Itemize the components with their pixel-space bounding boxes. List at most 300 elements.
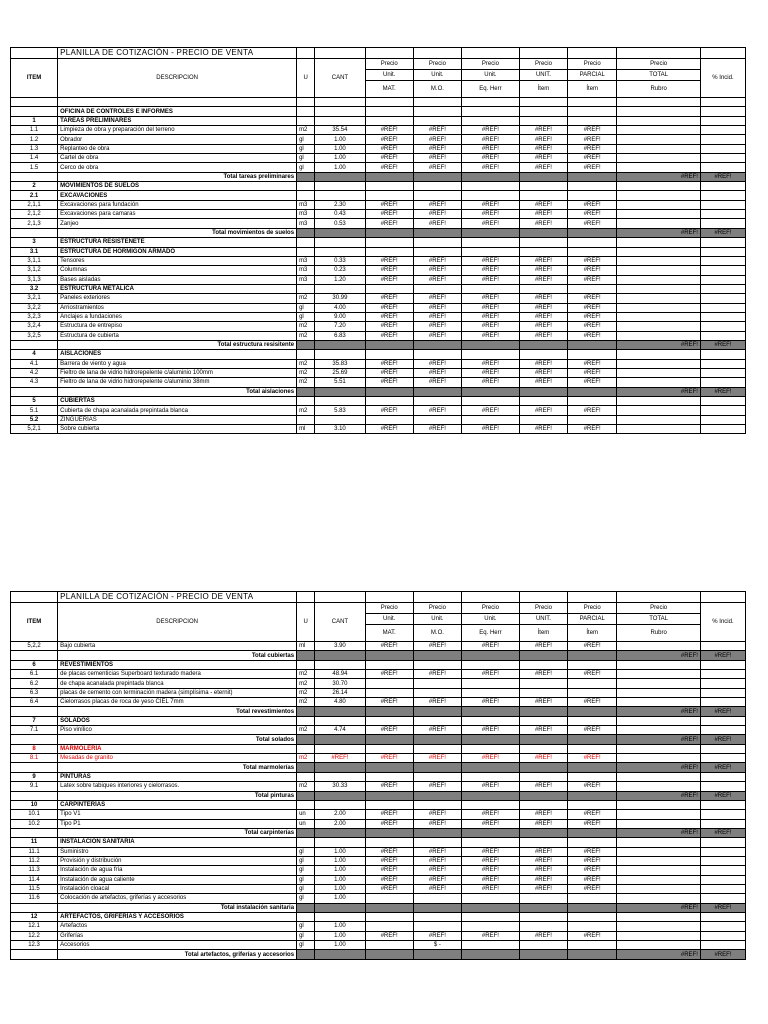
price-value: #REF! bbox=[462, 154, 520, 163]
price-value: #REF! bbox=[365, 256, 413, 265]
item-number: 4.1 bbox=[11, 359, 58, 368]
section-title: REVESTIMIENTOS bbox=[58, 660, 297, 669]
empty-cell bbox=[413, 98, 461, 107]
empty-cell bbox=[617, 875, 701, 884]
item-number: 3,2,3 bbox=[11, 312, 58, 321]
table-row bbox=[11, 670, 746, 679]
total-fill bbox=[365, 791, 413, 800]
item-number: 8.1 bbox=[11, 754, 58, 763]
total-fill bbox=[568, 828, 617, 837]
price-value: #REF! bbox=[462, 875, 520, 884]
item-description: Accesorios bbox=[58, 941, 297, 950]
empty-cell bbox=[700, 284, 745, 293]
section-total-value: #REF! bbox=[617, 791, 701, 800]
empty-cell bbox=[700, 884, 745, 893]
price-value: #REF! bbox=[462, 884, 520, 893]
total-fill bbox=[519, 387, 567, 396]
empty-cell bbox=[700, 378, 745, 387]
price-value: #REF! bbox=[365, 312, 413, 321]
section-total-label: Total estructura resisitente bbox=[58, 340, 297, 349]
item-number: 3,2,2 bbox=[11, 303, 58, 312]
price-value: #REF! bbox=[568, 810, 617, 819]
item-description: Excavaciones para camaras bbox=[58, 210, 297, 219]
item-number: 9.1 bbox=[11, 782, 58, 791]
total-fill bbox=[315, 387, 365, 396]
empty-cell bbox=[11, 791, 58, 800]
table-row bbox=[11, 378, 746, 387]
empty-cell bbox=[617, 884, 701, 893]
table-row bbox=[11, 191, 746, 200]
price-value: #REF! bbox=[365, 856, 413, 865]
total-fill bbox=[297, 651, 315, 660]
total-fill bbox=[413, 950, 461, 959]
table-row bbox=[11, 266, 746, 275]
price-header: Precio bbox=[519, 59, 567, 70]
price-value: #REF! bbox=[568, 866, 617, 875]
total-fill bbox=[568, 903, 617, 912]
empty-cell bbox=[617, 368, 701, 377]
empty-cell bbox=[617, 847, 701, 856]
empty-cell bbox=[700, 856, 745, 865]
price-value: #REF! bbox=[365, 754, 413, 763]
price-value: #REF! bbox=[462, 210, 520, 219]
section-incidence-value: #REF! bbox=[700, 950, 745, 959]
total-fill bbox=[568, 735, 617, 744]
item-unit: gl bbox=[297, 303, 315, 312]
table-row bbox=[11, 256, 746, 265]
price-value: #REF! bbox=[365, 782, 413, 791]
price-value: #REF! bbox=[462, 294, 520, 303]
item-number: 5,2,2 bbox=[11, 642, 58, 651]
price-value: #REF! bbox=[413, 847, 461, 856]
total-fill bbox=[462, 172, 520, 181]
price-value: #REF! bbox=[568, 154, 617, 163]
price-value: #REF! bbox=[413, 670, 461, 679]
price-value: #REF! bbox=[365, 200, 413, 209]
table-row bbox=[11, 782, 746, 791]
item-quantity: 2.00 bbox=[315, 810, 365, 819]
quotation-table bbox=[10, 591, 746, 960]
section-total-label: Total marmolerías bbox=[58, 763, 297, 772]
table-row bbox=[11, 182, 746, 191]
table-row bbox=[11, 744, 746, 753]
item-unit: m2 bbox=[297, 726, 315, 735]
total-fill bbox=[519, 228, 567, 237]
header-cell bbox=[11, 592, 58, 603]
price-value: #REF! bbox=[365, 359, 413, 368]
unit-header: U bbox=[297, 603, 315, 642]
total-fill bbox=[315, 172, 365, 181]
header-cell bbox=[568, 592, 617, 603]
empty-cell bbox=[365, 415, 413, 424]
price-value: #REF! bbox=[462, 866, 520, 875]
table-row bbox=[11, 651, 746, 660]
table-row bbox=[11, 866, 746, 875]
price-header: Unit. bbox=[365, 70, 413, 81]
empty-cell bbox=[617, 660, 701, 669]
item-quantity: 1.00 bbox=[315, 163, 365, 172]
item-quantity: 48.94 bbox=[315, 670, 365, 679]
header-cell bbox=[519, 592, 567, 603]
item-description: Tipo V1 bbox=[58, 810, 297, 819]
item-unit: m3 bbox=[297, 256, 315, 265]
price-value: #REF! bbox=[568, 931, 617, 940]
item-number: 3,1,3 bbox=[11, 275, 58, 284]
empty-cell bbox=[315, 116, 365, 125]
price-value bbox=[462, 688, 520, 697]
price-value: $ - bbox=[413, 941, 461, 950]
empty-cell bbox=[568, 98, 617, 107]
empty-cell bbox=[413, 191, 461, 200]
empty-cell bbox=[365, 772, 413, 781]
price-value: #REF! bbox=[462, 135, 520, 144]
price-value: #REF! bbox=[413, 425, 461, 434]
total-fill bbox=[519, 903, 567, 912]
table-row bbox=[11, 415, 746, 424]
total-fill bbox=[297, 791, 315, 800]
section-title: ESTRUCTURA RESISTENETE bbox=[58, 238, 297, 247]
price-value: #REF! bbox=[568, 294, 617, 303]
total-fill bbox=[365, 735, 413, 744]
item-number: 11.3 bbox=[11, 866, 58, 875]
empty-cell bbox=[297, 772, 315, 781]
price-header: Rubro bbox=[617, 81, 701, 98]
item-unit: gl bbox=[297, 922, 315, 931]
price-value: #REF! bbox=[413, 931, 461, 940]
price-value: #REF! bbox=[413, 819, 461, 828]
item-number: 3.1 bbox=[11, 247, 58, 256]
header-cell bbox=[315, 592, 365, 603]
header-cell bbox=[11, 48, 58, 59]
empty-cell bbox=[413, 116, 461, 125]
empty-cell bbox=[519, 744, 567, 753]
item-number: 10.1 bbox=[11, 810, 58, 819]
price-header: M.O. bbox=[413, 81, 461, 98]
price-value: #REF! bbox=[365, 368, 413, 377]
price-value: #REF! bbox=[365, 931, 413, 940]
price-value: #REF! bbox=[462, 368, 520, 377]
total-fill bbox=[365, 707, 413, 716]
total-fill bbox=[568, 651, 617, 660]
item-unit: gl bbox=[297, 135, 315, 144]
empty-cell bbox=[519, 182, 567, 191]
item-number: 5.2 bbox=[11, 415, 58, 424]
empty-cell bbox=[700, 312, 745, 321]
empty-cell bbox=[58, 98, 297, 107]
item-number: 2,1,1 bbox=[11, 200, 58, 209]
section-title: MOVIMIENTOS DE SUELOS bbox=[58, 182, 297, 191]
price-value: #REF! bbox=[365, 642, 413, 651]
empty-cell bbox=[519, 191, 567, 200]
table-row bbox=[11, 322, 746, 331]
price-value: #REF! bbox=[519, 256, 567, 265]
item-quantity: 7.20 bbox=[315, 322, 365, 331]
item-number: 1.3 bbox=[11, 144, 58, 153]
price-value bbox=[365, 688, 413, 697]
section-incidence-value: #REF! bbox=[700, 707, 745, 716]
item-quantity: 2.30 bbox=[315, 200, 365, 209]
price-value: #REF! bbox=[519, 378, 567, 387]
total-fill bbox=[297, 903, 315, 912]
empty-cell bbox=[462, 191, 520, 200]
empty-cell bbox=[11, 98, 58, 107]
table-row bbox=[11, 847, 746, 856]
price-header: M.O. bbox=[413, 625, 461, 642]
empty-cell bbox=[11, 387, 58, 396]
empty-cell bbox=[700, 866, 745, 875]
empty-cell bbox=[700, 941, 745, 950]
empty-cell bbox=[700, 670, 745, 679]
total-fill bbox=[462, 791, 520, 800]
item-unit: m3 bbox=[297, 275, 315, 284]
empty-cell bbox=[365, 182, 413, 191]
empty-cell bbox=[617, 135, 701, 144]
price-header: Eq. Herr bbox=[462, 81, 520, 98]
price-value: #REF! bbox=[462, 163, 520, 172]
price-value: #REF! bbox=[519, 312, 567, 321]
empty-cell bbox=[11, 950, 58, 959]
item-unit: m3 bbox=[297, 210, 315, 219]
item-number: 12.2 bbox=[11, 931, 58, 940]
header-cell bbox=[413, 592, 461, 603]
empty-cell bbox=[617, 856, 701, 865]
table-row bbox=[11, 726, 746, 735]
price-header: Eq. Herr bbox=[462, 625, 520, 642]
item-description: de chapa acanalada prepintada blanca bbox=[58, 679, 297, 688]
total-fill bbox=[365, 172, 413, 181]
price-header: Precio bbox=[617, 603, 701, 614]
empty-cell bbox=[617, 247, 701, 256]
empty-cell bbox=[617, 331, 701, 340]
header-cell bbox=[297, 48, 315, 59]
section-incidence-value: #REF! bbox=[700, 903, 745, 912]
total-fill bbox=[568, 791, 617, 800]
empty-cell bbox=[519, 912, 567, 921]
empty-cell bbox=[700, 772, 745, 781]
table-row bbox=[11, 359, 746, 368]
price-header: UNIT. bbox=[519, 614, 567, 625]
table-row bbox=[11, 679, 746, 688]
price-value: #REF! bbox=[365, 219, 413, 228]
item-number: 7 bbox=[11, 716, 58, 725]
empty-cell bbox=[700, 191, 745, 200]
total-fill bbox=[519, 828, 567, 837]
empty-cell bbox=[568, 350, 617, 359]
section-total-label: Total movimientos de suelos bbox=[58, 228, 297, 237]
empty-cell bbox=[617, 894, 701, 903]
price-value bbox=[462, 679, 520, 688]
price-value bbox=[519, 894, 567, 903]
price-value: #REF! bbox=[462, 425, 520, 434]
quantity-header: CANT bbox=[315, 603, 365, 642]
item-quantity: 1.00 bbox=[315, 144, 365, 153]
empty-cell bbox=[617, 698, 701, 707]
empty-cell bbox=[700, 875, 745, 884]
item-quantity: 1.00 bbox=[315, 894, 365, 903]
empty-cell bbox=[519, 238, 567, 247]
price-value: #REF! bbox=[568, 275, 617, 284]
item-description: Cubierta de chapa acanalada prepintada blanca bbox=[58, 406, 297, 415]
price-value: #REF! bbox=[413, 856, 461, 865]
empty-cell bbox=[519, 660, 567, 669]
table-row bbox=[11, 135, 746, 144]
table-row bbox=[11, 107, 746, 116]
empty-cell bbox=[700, 182, 745, 191]
price-value: #REF! bbox=[568, 256, 617, 265]
price-value bbox=[462, 922, 520, 931]
price-header: Precio bbox=[413, 603, 461, 614]
price-value: #REF! bbox=[462, 642, 520, 651]
item-number: 2 bbox=[11, 182, 58, 191]
empty-cell bbox=[297, 800, 315, 809]
price-value: #REF! bbox=[519, 425, 567, 434]
total-fill bbox=[315, 707, 365, 716]
empty-cell bbox=[700, 126, 745, 135]
empty-cell bbox=[297, 912, 315, 921]
item-number: 11.2 bbox=[11, 856, 58, 865]
empty-cell bbox=[617, 931, 701, 940]
total-fill bbox=[462, 828, 520, 837]
price-value: #REF! bbox=[413, 256, 461, 265]
table-row bbox=[11, 707, 746, 716]
total-fill bbox=[297, 707, 315, 716]
empty-cell bbox=[700, 368, 745, 377]
empty-cell bbox=[365, 912, 413, 921]
item-unit: gl bbox=[297, 875, 315, 884]
table-row bbox=[11, 791, 746, 800]
price-value: #REF! bbox=[413, 154, 461, 163]
price-value: #REF! bbox=[413, 322, 461, 331]
total-fill bbox=[413, 735, 461, 744]
price-value: #REF! bbox=[519, 154, 567, 163]
price-value: #REF! bbox=[462, 670, 520, 679]
empty-cell bbox=[297, 247, 315, 256]
item-unit: m3 bbox=[297, 200, 315, 209]
price-value: #REF! bbox=[413, 726, 461, 735]
price-value: #REF! bbox=[365, 884, 413, 893]
section-total-label: Total tareas preliminares bbox=[58, 172, 297, 181]
item-quantity: 30.70 bbox=[315, 679, 365, 688]
empty-cell bbox=[617, 303, 701, 312]
item-description: Obrador bbox=[58, 135, 297, 144]
section-incidence-value: #REF! bbox=[700, 228, 745, 237]
table-row bbox=[11, 294, 746, 303]
item-description: Latex sobre tabiques interiores y cielorrasos. bbox=[58, 782, 297, 791]
empty-cell bbox=[617, 912, 701, 921]
item-unit: un bbox=[297, 810, 315, 819]
item-quantity: 2.00 bbox=[315, 819, 365, 828]
item-number: 10 bbox=[11, 800, 58, 809]
empty-cell bbox=[700, 679, 745, 688]
section-total-label: Total artefactos, griferías y accesorios bbox=[58, 950, 297, 959]
total-fill bbox=[519, 735, 567, 744]
price-value: #REF! bbox=[365, 698, 413, 707]
empty-cell bbox=[462, 116, 520, 125]
item-unit: gl bbox=[297, 866, 315, 875]
empty-cell bbox=[315, 660, 365, 669]
table-row bbox=[11, 754, 746, 763]
table-row bbox=[11, 819, 746, 828]
item-unit: m2 bbox=[297, 331, 315, 340]
table-row bbox=[11, 210, 746, 219]
empty-cell bbox=[413, 744, 461, 753]
empty-cell bbox=[617, 800, 701, 809]
empty-cell bbox=[617, 425, 701, 434]
empty-cell bbox=[617, 359, 701, 368]
item-quantity: 35.54 bbox=[315, 126, 365, 135]
table-row bbox=[11, 884, 746, 893]
header-cell bbox=[568, 48, 617, 59]
price-value: #REF! bbox=[519, 875, 567, 884]
header-cell bbox=[462, 592, 520, 603]
table-row bbox=[11, 838, 746, 847]
price-header: PARCIAL bbox=[568, 70, 617, 81]
price-value bbox=[519, 679, 567, 688]
item-description: Sobre cubierta bbox=[58, 425, 297, 434]
price-value: #REF! bbox=[462, 303, 520, 312]
empty-cell bbox=[617, 182, 701, 191]
total-fill bbox=[519, 763, 567, 772]
empty-cell bbox=[700, 238, 745, 247]
total-fill bbox=[413, 791, 461, 800]
price-value: #REF! bbox=[413, 698, 461, 707]
price-value: #REF! bbox=[462, 406, 520, 415]
item-unit: m2 bbox=[297, 294, 315, 303]
table-row bbox=[11, 912, 746, 921]
section-total-label: Total solados bbox=[58, 735, 297, 744]
item-unit: gl bbox=[297, 931, 315, 940]
price-header: Precio bbox=[519, 603, 567, 614]
price-header: Precio bbox=[617, 59, 701, 70]
price-value: #REF! bbox=[413, 163, 461, 172]
price-value: #REF! bbox=[568, 200, 617, 209]
item-quantity: 1.00 bbox=[315, 847, 365, 856]
item-number: 4.3 bbox=[11, 378, 58, 387]
empty-cell bbox=[700, 144, 745, 153]
table-row bbox=[11, 275, 746, 284]
section-title: CARPINTERÍAS bbox=[58, 800, 297, 809]
item-description: Columnas bbox=[58, 266, 297, 275]
item-unit: m3 bbox=[297, 219, 315, 228]
total-fill bbox=[315, 228, 365, 237]
empty-cell bbox=[700, 303, 745, 312]
empty-cell bbox=[617, 219, 701, 228]
section-total-value: #REF! bbox=[617, 735, 701, 744]
table-row bbox=[11, 219, 746, 228]
empty-cell bbox=[617, 726, 701, 735]
empty-cell bbox=[365, 284, 413, 293]
empty-cell bbox=[617, 350, 701, 359]
header-cell bbox=[315, 48, 365, 59]
description-header: DESCRIPCION bbox=[58, 603, 297, 642]
table-row bbox=[11, 303, 746, 312]
empty-cell bbox=[700, 331, 745, 340]
item-quantity: 1.00 bbox=[315, 941, 365, 950]
table-row bbox=[11, 772, 746, 781]
price-value: #REF! bbox=[462, 322, 520, 331]
item-number: 1 bbox=[11, 116, 58, 125]
price-value: #REF! bbox=[462, 359, 520, 368]
price-value: #REF! bbox=[519, 200, 567, 209]
empty-cell bbox=[365, 800, 413, 809]
empty-cell bbox=[297, 98, 315, 107]
empty-cell bbox=[315, 716, 365, 725]
total-fill bbox=[413, 651, 461, 660]
item-unit: gl bbox=[297, 884, 315, 893]
empty-cell bbox=[519, 838, 567, 847]
empty-cell bbox=[413, 415, 461, 424]
price-value: #REF! bbox=[568, 875, 617, 884]
